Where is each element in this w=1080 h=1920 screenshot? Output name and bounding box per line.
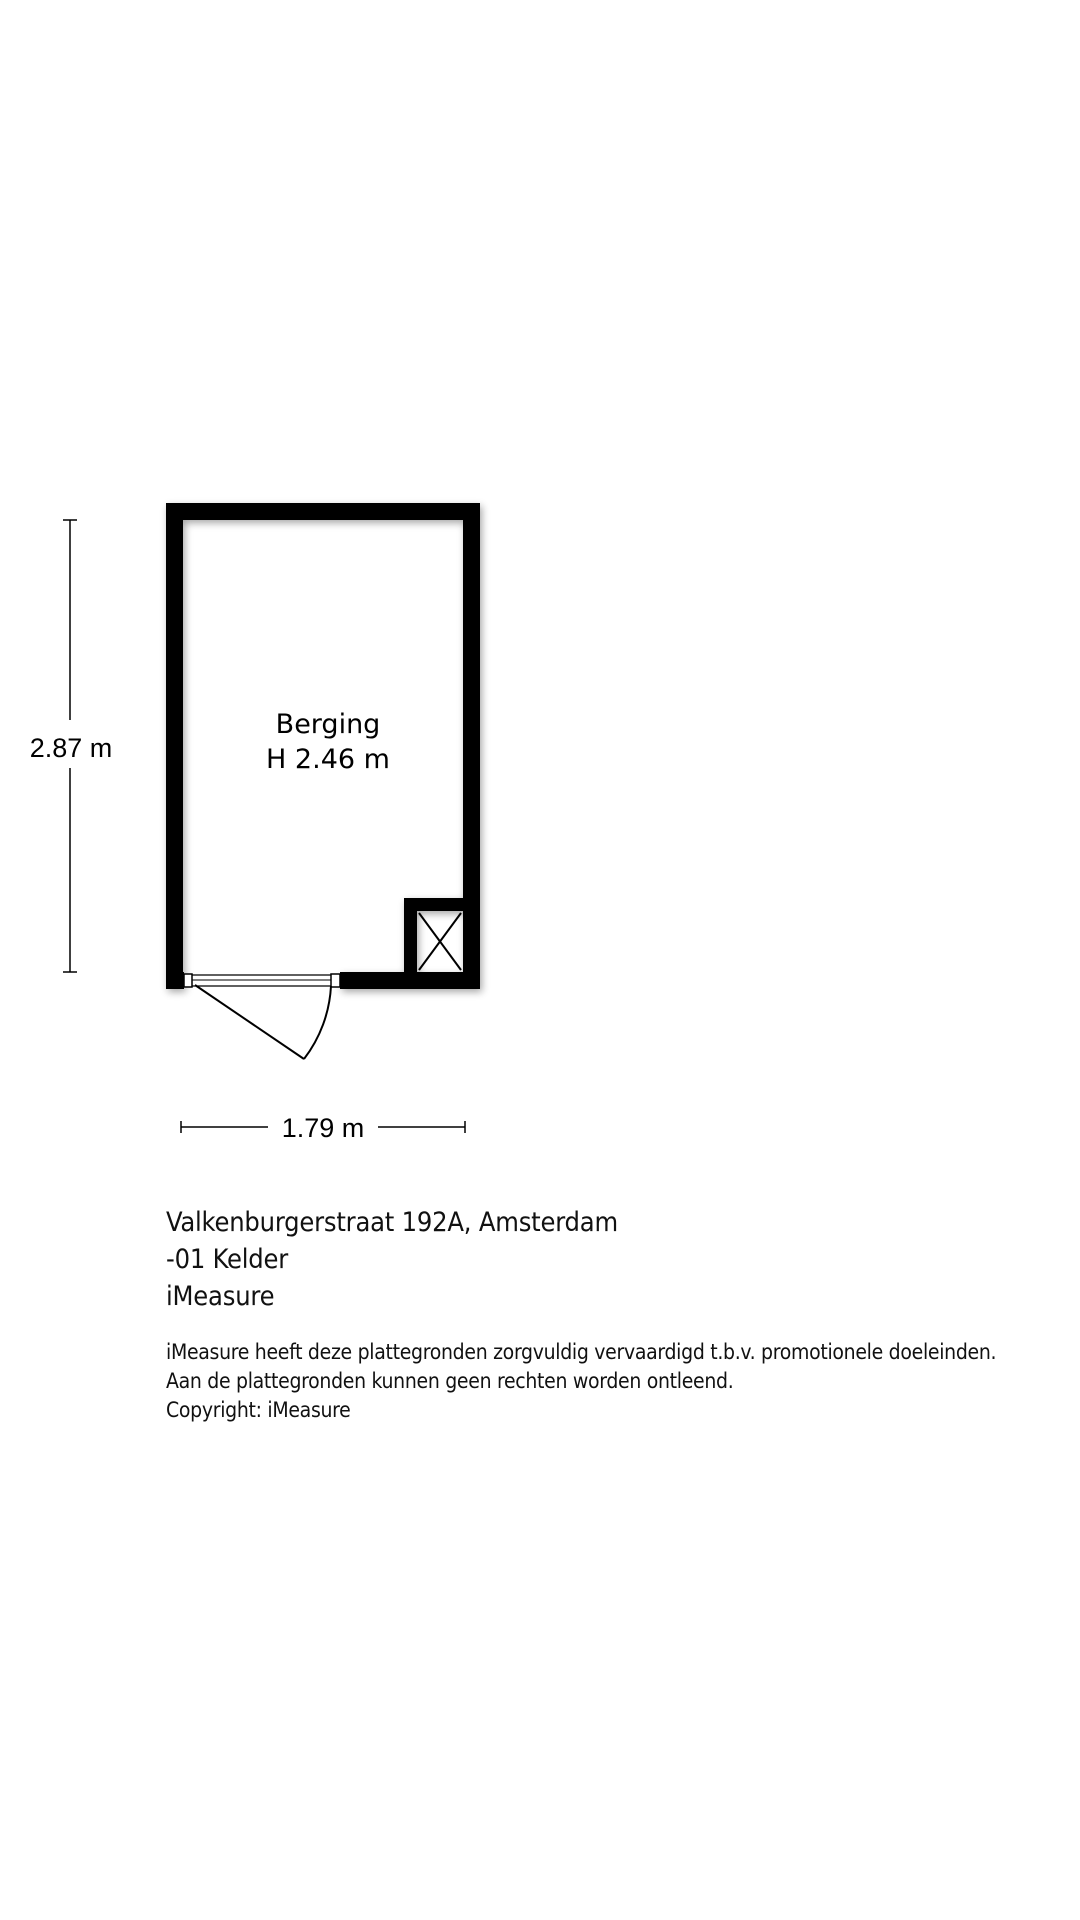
shaft-wall-left (404, 898, 417, 989)
shaft-cross (419, 913, 461, 970)
disclaimer-line-1: iMeasure heeft deze plattegronden zorgvuldig vervaardigd t.b.v. promotionele doeleinden. (166, 1340, 997, 1364)
wall-left (166, 503, 183, 989)
wall-right (463, 503, 480, 989)
address-text: Valkenburgerstraat 192A, Amsterdam (166, 1207, 618, 1238)
door-jamb-right (331, 974, 340, 987)
width-dimension-label: 1.79 m (281, 1113, 365, 1143)
copyright-text: Copyright: iMeasure (166, 1398, 351, 1422)
room-name: Berging (275, 709, 381, 740)
wall-top (166, 503, 480, 520)
floor-label: -01 Kelder (166, 1244, 289, 1275)
disclaimer-line-2: Aan de plattegronden kunnen geen rechten worden ontleend. (166, 1369, 734, 1393)
room-height: H 2.46 m (266, 744, 390, 775)
wall-bottom-stub (166, 972, 184, 989)
brand-name: iMeasure (166, 1281, 275, 1312)
height-dimension-label: 2.87 m (29, 733, 113, 763)
door-leaf (195, 985, 304, 1059)
door-swing-arc (304, 986, 331, 1059)
door-jamb-left (184, 974, 192, 987)
door (184, 974, 340, 1059)
